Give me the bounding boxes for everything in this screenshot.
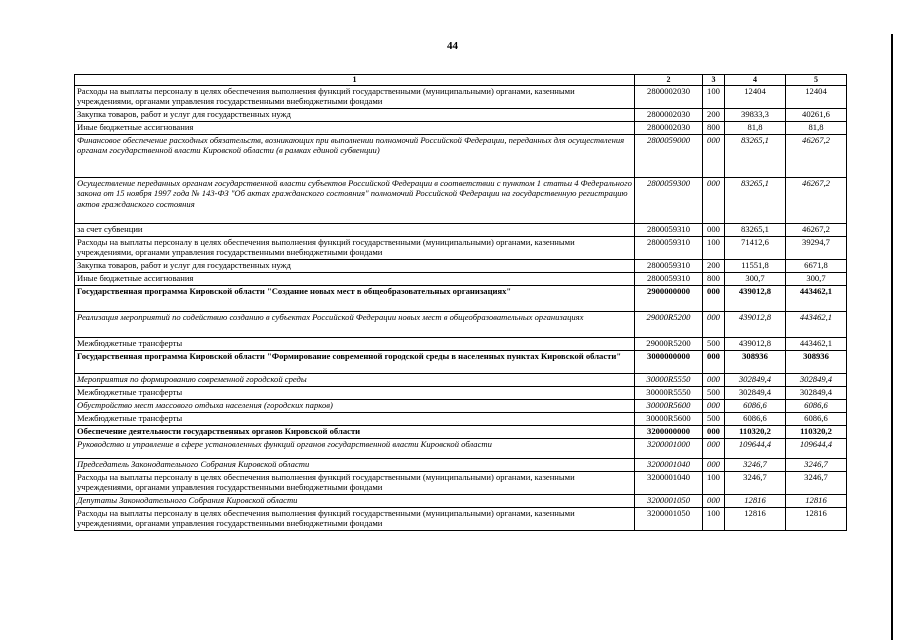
row-amount-2: 443462,1 xyxy=(786,311,847,337)
row-expense-type: 000 xyxy=(703,438,725,458)
row-expense-type: 000 xyxy=(703,399,725,412)
row-amount-2: 46267,2 xyxy=(786,177,847,223)
row-expense-type: 000 xyxy=(703,285,725,311)
row-amount-2: 40261,6 xyxy=(786,108,847,121)
row-target-code: 3200001040 xyxy=(635,458,703,471)
row-target-code: 30000R5550 xyxy=(635,373,703,386)
table-row xyxy=(75,177,847,223)
row-amount-2: 6086,6 xyxy=(786,412,847,425)
table-row xyxy=(75,471,847,494)
row-name: Мероприятия по формированию современной городской среды xyxy=(75,373,635,386)
row-amount-1: 308936 xyxy=(725,350,786,373)
row-amount-2: 302849,4 xyxy=(786,373,847,386)
row-name: Руководство и управление в сфере установленных функций органов государственной власти Кировской области xyxy=(75,438,635,458)
row-expense-type: 000 xyxy=(703,177,725,223)
row-name: Закупка товаров, работ и услуг для государственных нужд xyxy=(75,108,635,121)
row-target-code: 2800059310 xyxy=(635,223,703,236)
row-amount-2: 39294,7 xyxy=(786,236,847,259)
row-amount-2: 12404 xyxy=(786,85,847,108)
row-target-code: 2800059310 xyxy=(635,272,703,285)
row-expense-type: 800 xyxy=(703,121,725,134)
table-row xyxy=(75,285,847,311)
page-edge-line xyxy=(891,34,893,640)
row-name: Межбюджетные трансферты xyxy=(75,386,635,399)
row-name: Финансовое обеспечение расходных обязательств, возникающих при выполнении полномочий Российской Федерации, переданных для осуществления органам государственной власти Кировской области (в рамках единой субвенции) xyxy=(75,134,635,177)
table-row xyxy=(75,272,847,285)
row-target-code: 29000R5200 xyxy=(635,311,703,337)
row-amount-1: 439012,8 xyxy=(725,311,786,337)
row-amount-1: 11551,8 xyxy=(725,259,786,272)
row-target-code: 2900000000 xyxy=(635,285,703,311)
row-name: Государственная программа Кировской области "Создание новых мест в общеобразовательных организациях" xyxy=(75,285,635,311)
row-name: Обеспечение деятельности государственных органов Кировской области xyxy=(75,425,635,438)
table-row xyxy=(75,259,847,272)
row-amount-1: 439012,8 xyxy=(725,337,786,350)
row-amount-2: 443462,1 xyxy=(786,285,847,311)
row-name: Государственная программа Кировской области "Формирование современной городской среды в населенных пунктах Кировской области" xyxy=(75,350,635,373)
row-expense-type: 000 xyxy=(703,425,725,438)
row-target-code: 2800059310 xyxy=(635,259,703,272)
row-name: Расходы на выплаты персоналу в целях обеспечения выполнения функций государственными (муниципальными) органами, казенными учреждениями, органами управления государственными внебюджетными фондами xyxy=(75,236,635,259)
header-col-sum2: 5 xyxy=(786,75,847,86)
row-expense-type: 000 xyxy=(703,458,725,471)
row-amount-1: 12816 xyxy=(725,494,786,507)
row-target-code: 2800002030 xyxy=(635,108,703,121)
table-row xyxy=(75,399,847,412)
row-name: Иные бюджетные ассигнования xyxy=(75,121,635,134)
row-expense-type: 000 xyxy=(703,350,725,373)
budget-table xyxy=(74,74,847,531)
row-expense-type: 100 xyxy=(703,85,725,108)
row-amount-2: 110320,2 xyxy=(786,425,847,438)
row-expense-type: 000 xyxy=(703,134,725,177)
row-expense-type: 800 xyxy=(703,272,725,285)
row-target-code: 3200000000 xyxy=(635,425,703,438)
row-amount-2: 308936 xyxy=(786,350,847,373)
table-row xyxy=(75,373,847,386)
row-target-code: 2800059310 xyxy=(635,236,703,259)
table-row xyxy=(75,337,847,350)
table-row xyxy=(75,425,847,438)
row-name: Межбюджетные трансферты xyxy=(75,337,635,350)
row-expense-type: 000 xyxy=(703,494,725,507)
row-expense-type: 100 xyxy=(703,236,725,259)
table-row xyxy=(75,85,847,108)
table-row xyxy=(75,108,847,121)
table-row xyxy=(75,311,847,337)
row-name: Осуществление переданных органам государственной власти субъектов Российской Федерации в соответствии с пунктом 1 статьи 4 Федерального закона от 15 ноября 1997 года № 143-ФЗ "Об актах гражданского состояния" полномочий Российской Федерации на государственную регистрацию актов гражданского состояния xyxy=(75,177,635,223)
row-amount-1: 302849,4 xyxy=(725,386,786,399)
page-number: 44 xyxy=(447,40,458,52)
row-amount-2: 46267,2 xyxy=(786,134,847,177)
row-name: Реализация мероприятий по содействию созданию в субъектах Российской Федерации новых мест в общеобразовательных организациях xyxy=(75,311,635,337)
header-col-name: 1 xyxy=(75,75,635,86)
row-target-code: 3200001000 xyxy=(635,438,703,458)
row-amount-1: 302849,4 xyxy=(725,373,786,386)
row-amount-1: 439012,8 xyxy=(725,285,786,311)
table-row xyxy=(75,350,847,373)
row-amount-2: 46267,2 xyxy=(786,223,847,236)
table-row xyxy=(75,507,847,530)
row-name: Расходы на выплаты персоналу в целях обеспечения выполнения функций государственными (муниципальными) органами, казенными учреждениями, органами управления государственными внебюджетными фондами xyxy=(75,85,635,108)
row-amount-2: 81,8 xyxy=(786,121,847,134)
row-amount-1: 3246,7 xyxy=(725,471,786,494)
table-row xyxy=(75,236,847,259)
row-amount-1: 109644,4 xyxy=(725,438,786,458)
row-amount-1: 39833,3 xyxy=(725,108,786,121)
row-amount-1: 6086,6 xyxy=(725,412,786,425)
row-amount-2: 3246,7 xyxy=(786,471,847,494)
row-amount-2: 443462,1 xyxy=(786,337,847,350)
row-expense-type: 200 xyxy=(703,108,725,121)
row-amount-2: 109644,4 xyxy=(786,438,847,458)
row-amount-2: 12816 xyxy=(786,494,847,507)
row-amount-1: 3246,7 xyxy=(725,458,786,471)
row-amount-2: 6671,8 xyxy=(786,259,847,272)
header-col-type: 3 xyxy=(703,75,725,86)
row-expense-type: 000 xyxy=(703,223,725,236)
row-target-code: 2800002030 xyxy=(635,85,703,108)
row-amount-1: 6086,6 xyxy=(725,399,786,412)
row-amount-2: 300,7 xyxy=(786,272,847,285)
row-expense-type: 500 xyxy=(703,412,725,425)
table-row xyxy=(75,438,847,458)
row-amount-1: 83265,1 xyxy=(725,223,786,236)
row-name: Депутаты Законодательного Собрания Кировской области xyxy=(75,494,635,507)
row-name: Закупка товаров, работ и услуг для государственных нужд xyxy=(75,259,635,272)
row-amount-1: 83265,1 xyxy=(725,177,786,223)
row-name: за счет субвенции xyxy=(75,223,635,236)
row-name: Председатель Законодательного Собрания Кировской области xyxy=(75,458,635,471)
header-col-code: 2 xyxy=(635,75,703,86)
table-header-row xyxy=(75,75,847,86)
row-amount-1: 12404 xyxy=(725,85,786,108)
table-row xyxy=(75,223,847,236)
row-amount-1: 110320,2 xyxy=(725,425,786,438)
row-amount-1: 71412,6 xyxy=(725,236,786,259)
row-target-code: 3000000000 xyxy=(635,350,703,373)
row-name: Расходы на выплаты персоналу в целях обеспечения выполнения функций государственными (муниципальными) органами, казенными учреждениями, органами управления государственными внебюджетными фондами xyxy=(75,507,635,530)
row-expense-type: 500 xyxy=(703,386,725,399)
row-target-code: 29000R5200 xyxy=(635,337,703,350)
row-amount-2: 3246,7 xyxy=(786,458,847,471)
row-expense-type: 000 xyxy=(703,311,725,337)
row-expense-type: 100 xyxy=(703,471,725,494)
row-name: Обустройство мест массового отдыха населения (городских парков) xyxy=(75,399,635,412)
table-row xyxy=(75,412,847,425)
row-target-code: 30000R5600 xyxy=(635,399,703,412)
header-col-sum1: 4 xyxy=(725,75,786,86)
row-amount-2: 12816 xyxy=(786,507,847,530)
row-expense-type: 100 xyxy=(703,507,725,530)
row-target-code: 2800059300 xyxy=(635,177,703,223)
row-target-code: 2800002030 xyxy=(635,121,703,134)
row-name: Иные бюджетные ассигнования xyxy=(75,272,635,285)
row-name: Расходы на выплаты персоналу в целях обеспечения выполнения функций государственными (муниципальными) органами, казенными учреждениями, органами управления государственными внебюджетными фондами xyxy=(75,471,635,494)
row-target-code: 30000R5600 xyxy=(635,412,703,425)
table-row xyxy=(75,494,847,507)
row-amount-1: 12816 xyxy=(725,507,786,530)
row-target-code: 3200001050 xyxy=(635,507,703,530)
table-row xyxy=(75,386,847,399)
row-amount-1: 83265,1 xyxy=(725,134,786,177)
row-target-code: 30000R5550 xyxy=(635,386,703,399)
row-amount-2: 6086,6 xyxy=(786,399,847,412)
table-row xyxy=(75,134,847,177)
row-expense-type: 000 xyxy=(703,373,725,386)
table-row xyxy=(75,458,847,471)
row-target-code: 3200001040 xyxy=(635,471,703,494)
row-name: Межбюджетные трансферты xyxy=(75,412,635,425)
row-expense-type: 200 xyxy=(703,259,725,272)
row-amount-1: 300,7 xyxy=(725,272,786,285)
row-target-code: 2800059000 xyxy=(635,134,703,177)
row-target-code: 3200001050 xyxy=(635,494,703,507)
row-expense-type: 500 xyxy=(703,337,725,350)
row-amount-2: 302849,4 xyxy=(786,386,847,399)
row-amount-1: 81,8 xyxy=(725,121,786,134)
table-row xyxy=(75,121,847,134)
